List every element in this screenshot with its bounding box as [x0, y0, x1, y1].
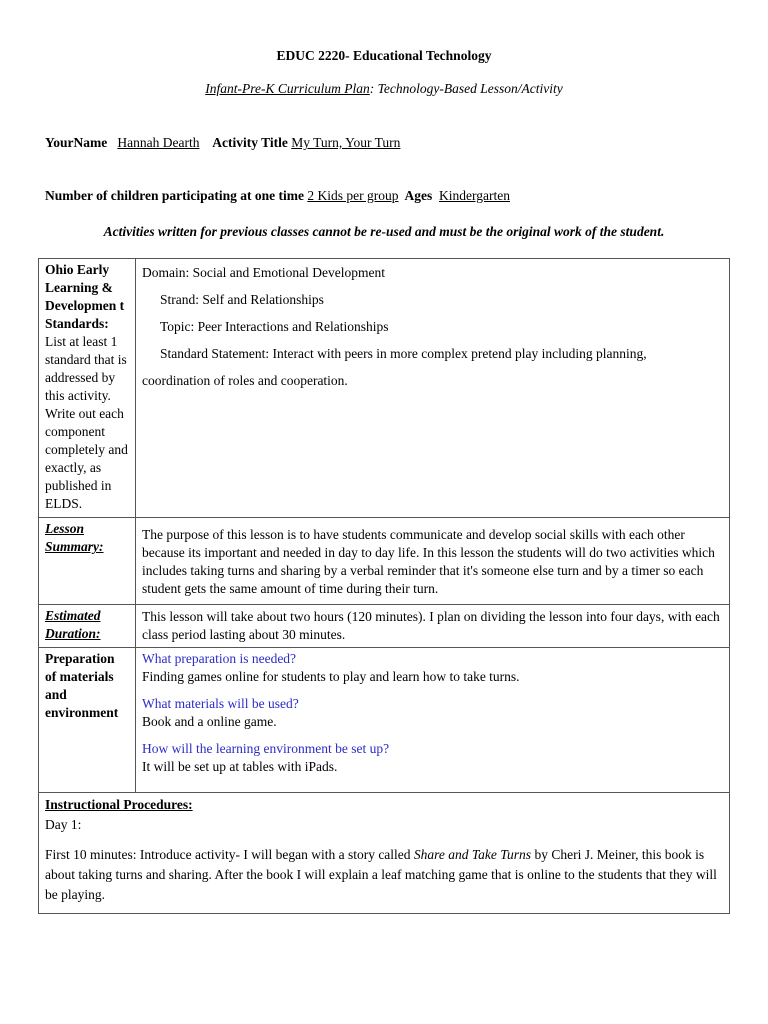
standard-domain: Domain: Social and Emotional Development: [142, 265, 385, 280]
standards-label: Ohio Early Learning & Developmen t Standards:: [45, 262, 125, 331]
prep-answer-3: It will be set up at tables with iPads.: [142, 759, 338, 774]
summary-text: The purpose of this lesson is to have students communicate and develop social skills with each other because its important and needed in day to day life. In this lesson the students will do two activities which includes taking turns and sharing by a verbal reminder that it's someone else turn and by a timer so each student gets the same amount of time during their turn.: [142, 527, 715, 596]
activity-value: My Turn, Your Turn: [291, 135, 401, 150]
prep-answer-1: Finding games online for students to play and learn how to take turns.: [142, 669, 520, 684]
prep-answer-2: Book and a online game.: [142, 714, 277, 729]
book-title: Share and Take Turns: [413, 847, 532, 862]
prep-question-2: What materials will be used?: [142, 696, 299, 711]
procedures-cell: [39, 793, 730, 914]
summary-row: [39, 518, 730, 605]
ages-value: Kindergarten: [439, 188, 510, 203]
standard-statement-line1: Standard Statement: Interact with peers in more complex pretend play including planning,: [160, 346, 647, 361]
name-value: Hannah Dearth: [117, 135, 200, 150]
preparation-label-cell: [39, 648, 136, 793]
ages-label: Ages: [404, 188, 433, 203]
duration-text: This lesson will take about two hours (120 minutes). I plan on dividing the lesson into four days, with each class period lasting about 30 minutes.: [142, 609, 720, 642]
standard-topic: Topic: Peer Interactions and Relationships: [160, 319, 389, 334]
duration-row: [39, 605, 730, 648]
standards-note: List at least 1 standard that is addressed by this activity. Write out each component completely and exactly, as published in ELDS.: [45, 334, 128, 511]
course-title: EDUC 2220- Educational Technology: [276, 48, 492, 63]
plan-title: [0, 81, 768, 97]
procedures-row: [39, 793, 730, 914]
name-activity-line: [45, 135, 400, 151]
activity-label: Activity Title: [212, 135, 288, 150]
preparation-label: Preparation of materials and environment: [45, 651, 119, 720]
standards-content-cell: [136, 259, 730, 518]
duration-label: Estimated Duration:: [45, 608, 101, 641]
children-value: 2 Kids per group: [307, 188, 399, 203]
name-label: YourName: [45, 135, 108, 150]
originality-notice: Activities written for previous classes cannot be re-used and must be the original work of the student.: [103, 224, 665, 239]
procedures-label: Instructional Procedures:: [45, 797, 193, 812]
duration-content-cell: [136, 605, 730, 648]
children-label: Number of children participating at one time: [45, 188, 304, 203]
prep-question-3: How will the learning environment be set up?: [142, 741, 390, 756]
standard-strand: Strand: Self and Relationships: [160, 292, 324, 307]
standard-statement-line2: coordination of roles and cooperation.: [142, 373, 348, 388]
preparation-row: [39, 648, 730, 793]
procedures-text-before: First 10 minutes: Introduce activity- I will began with a story called: [45, 847, 414, 862]
standards-label-cell: [39, 259, 136, 518]
prep-question-1: What preparation is needed?: [142, 651, 297, 666]
procedures-day: Day 1:: [45, 817, 82, 832]
plan-title-underlined: Infant-Pre-K Curriculum Plan: [205, 81, 370, 96]
preparation-content-cell: [136, 648, 730, 793]
curriculum-plan-table: [38, 258, 730, 914]
plan-title-rest: : Technology-Based Lesson/Activity: [369, 81, 563, 96]
summary-label-cell: [39, 518, 136, 605]
children-ages-line: [45, 188, 510, 204]
duration-label-cell: [39, 605, 136, 648]
procedures-text: [45, 845, 723, 905]
summary-content-cell: [136, 518, 730, 605]
standards-row: [39, 259, 730, 518]
procedures-text-after: by Cheri J. Meiner, this book is about taking turns and sharing. After the book I will explain a leaf matching game that is online to the students that they will be playing.: [45, 847, 717, 902]
summary-label: Lesson Summary:: [45, 521, 104, 554]
